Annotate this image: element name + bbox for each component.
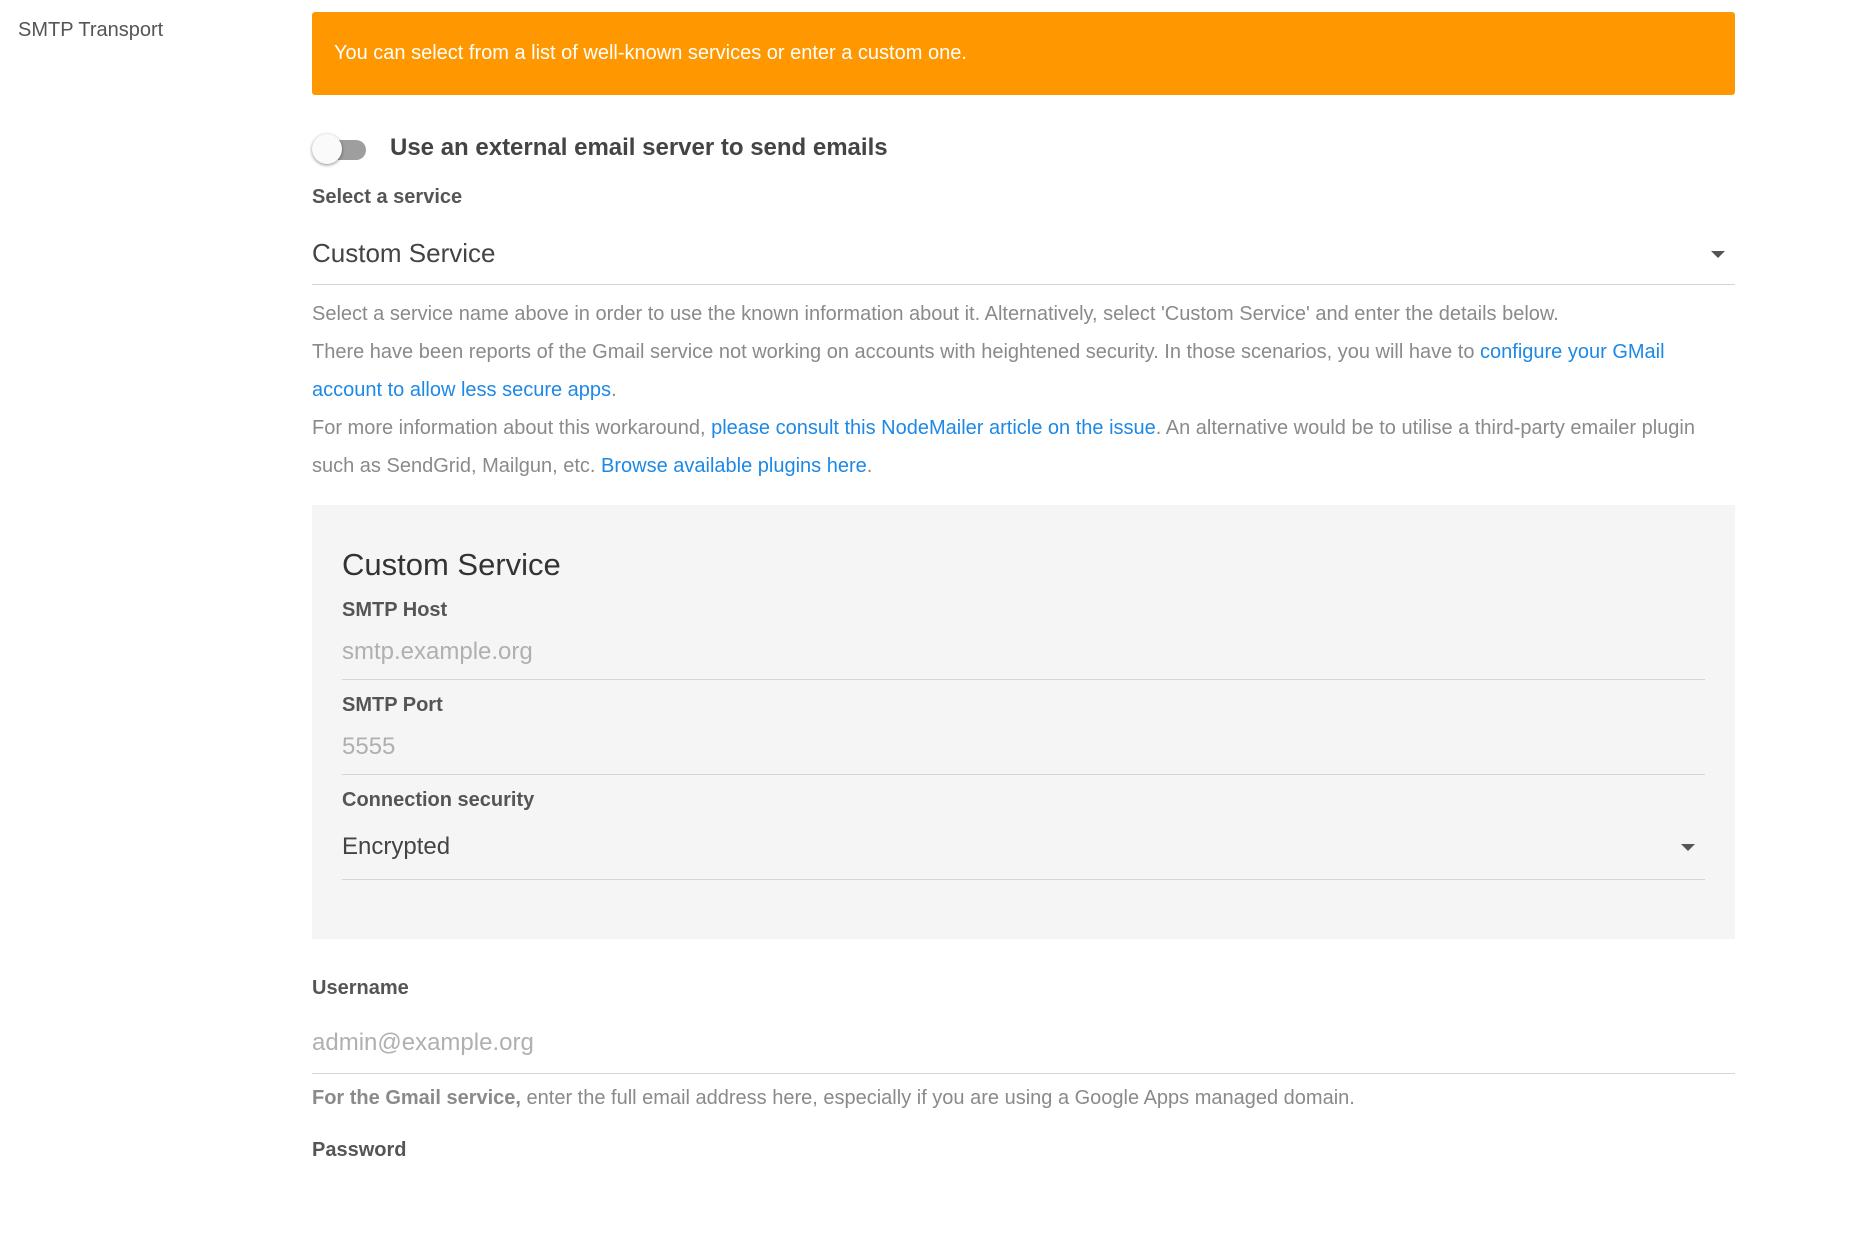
username-help-bold: For the Gmail service, <box>312 1087 521 1109</box>
service-label: Select a service <box>312 186 463 208</box>
chevron-down-icon <box>1681 844 1695 851</box>
service-select[interactable] <box>312 223 1735 285</box>
nodemailer-article-link[interactable]: please consult this NodeMailer article on the issue <box>711 417 1156 439</box>
connection-security-select[interactable] <box>342 814 1705 880</box>
help-line-2: There have been reports of the Gmail service not working on accounts with heightened security. In those scenarios, you will have to <box>312 341 1481 363</box>
browse-plugins-link[interactable]: Browse available plugins here <box>601 455 867 477</box>
less-secure-apps-link[interactable]: configure your GMail account to allow less secure apps <box>312 341 1665 401</box>
username-help-text <box>312 1083 1735 1113</box>
smtp-host-label: SMTP Host <box>342 599 448 621</box>
service-help-text <box>312 295 1735 485</box>
username-input[interactable] <box>312 1012 1735 1074</box>
info-alert <box>312 12 1735 95</box>
connection-security-label: Connection security <box>342 789 535 811</box>
username-help-rest: enter the full email address here, especially if you are using a Google Apps managed domain. <box>520 1087 1355 1109</box>
smtp-host-input[interactable] <box>342 624 1705 680</box>
username-label: Username <box>312 977 409 999</box>
smtp-port-input[interactable] <box>342 719 1705 775</box>
help-line-3-mid: . An alternative would be to utilise a third-party emailer plugin such as SendGrid, Mailgun, etc. <box>312 417 1695 477</box>
help-line-1: Select a service name above in order to use the known information about it. Alternatively, select 'Custom Service' and enter the details below. <box>312 303 1559 325</box>
external-server-toggle-row <box>312 131 1735 165</box>
help-period-2: . <box>866 455 873 477</box>
smtp-settings-form <box>312 12 1735 1162</box>
custom-service-panel <box>312 505 1735 939</box>
service-selected-value: Custom Service <box>312 238 496 268</box>
help-line-3: For more information about this workaround, <box>312 417 712 439</box>
connection-security-value: Encrypted <box>342 832 451 860</box>
password-label: Password <box>312 1139 407 1161</box>
alert-message: You can select from a list of well-known services or enter a custom one. <box>334 42 967 64</box>
custom-service-title: Custom Service <box>342 547 561 582</box>
help-period: . <box>611 379 617 401</box>
section-title: SMTP Transport <box>18 19 164 41</box>
external-server-toggle[interactable] <box>312 131 368 165</box>
chevron-down-icon <box>1711 251 1725 258</box>
toggle-label: Use an external email server to send emails <box>390 134 888 161</box>
toggle-thumb <box>312 134 342 164</box>
smtp-port-label: SMTP Port <box>342 694 443 716</box>
